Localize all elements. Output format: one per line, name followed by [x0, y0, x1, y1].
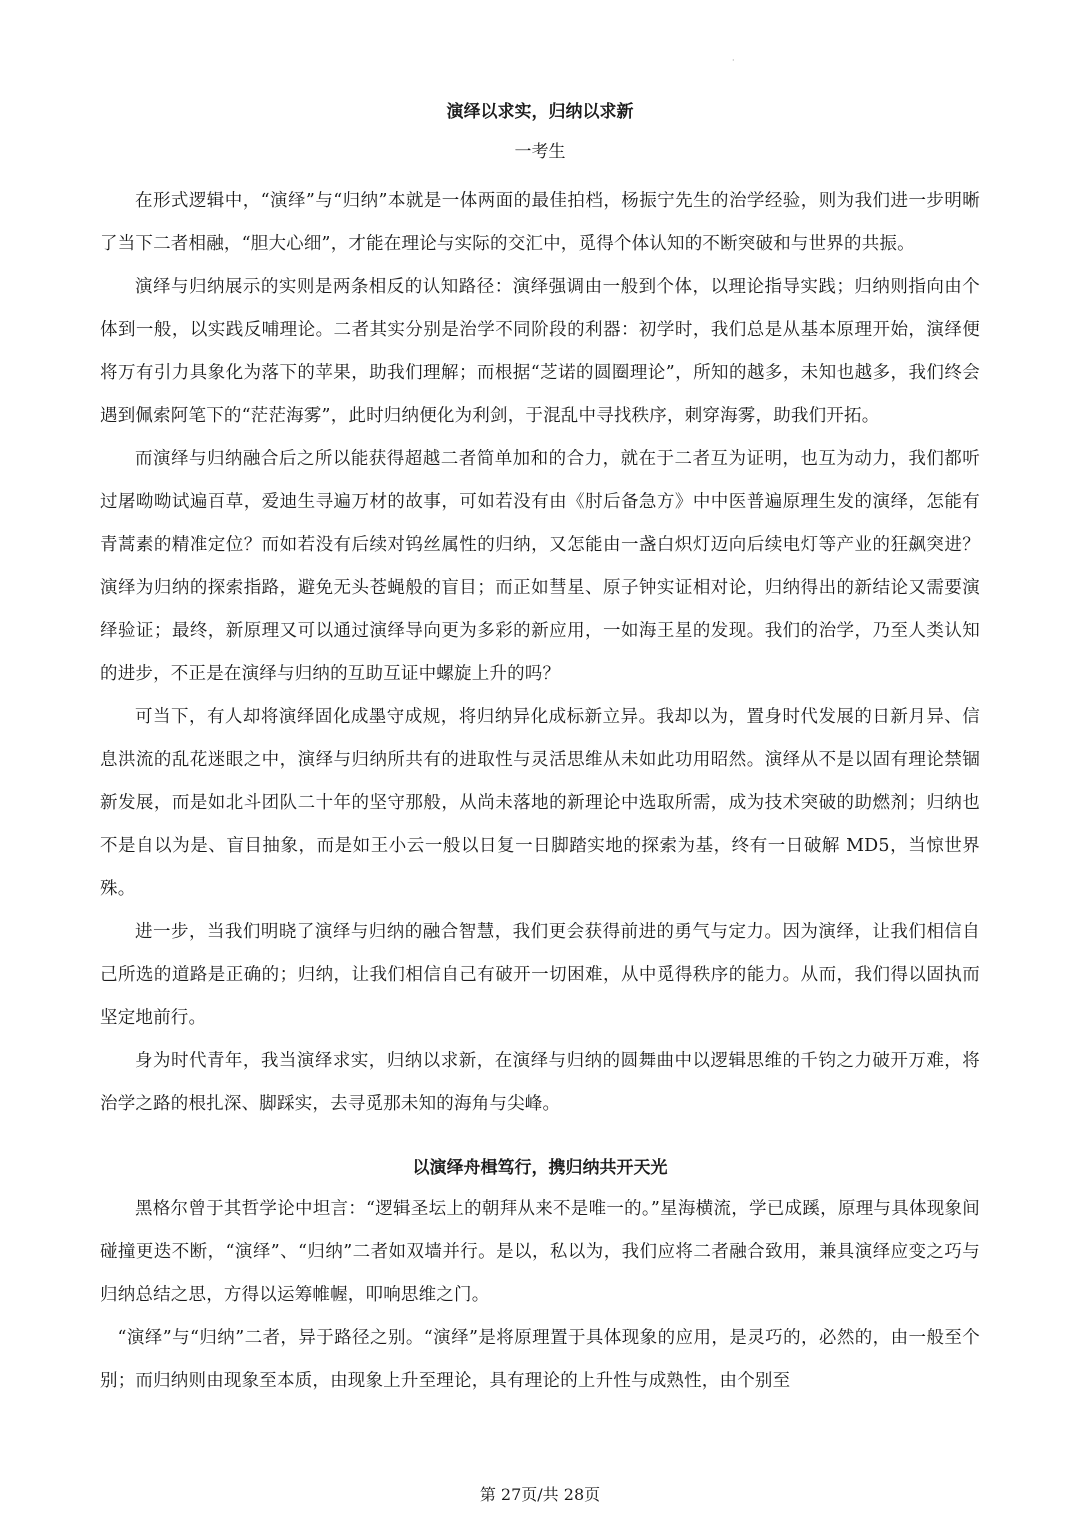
essay2-paragraph-1: 黑格尔曾于其哲学论中坦言：“逻辑圣坛上的朝拜从来不是唯一的。”星海横流，学已成蹊，原理与具体现象间碰撞更迭不断，“演绎”、“归纳”二者如双墙并行。是以，私以为，我们应将二者融合致用，兼具演绎应变之巧与归纳总结之思，方得以运筹帷幄，叩响思维之门。: [100, 1199, 980, 1305]
essay1-paragraph-5: 进一步，当我们明晓了演绎与归纳的融合智慧，我们更会获得前进的勇气与定力。因为演绎，让我们相信自己所选的道路是正确的；归纳，让我们相信自己有破开一切困难，从中觅得秩序的能力。从而，我们得以固执而坚定地前行。: [100, 922, 980, 1028]
page-footer: 第 27页/共 28页: [479, 1485, 601, 1504]
essay1-paragraph-2: 演绎与归纳展示的实则是两条相反的认知路径：演绎强调由一般到个体，以理论指导实践；归纳则指向由个体到一般，以实践反哺理论。二者其实分别是治学不同阶段的利器：初学时，我们总是从基本原理开始，演绎便将万有引力具象化为落下的苹果，助我们理解；而根据“芝诺的圆圈理论”，所知的越多，未知也越多，我们终会遇到佩索阿笔下的“茫茫海雾”，此时归纳便化为利剑，于混乱中寻找秩序，刺穿海雾，助我们开拓。: [100, 277, 980, 426]
scan-mark: ·: [732, 56, 735, 65]
essay1-paragraph-4: 可当下，有人却将演绎固化成墨守成规，将归纳异化成标新立异。我却以为，置身时代发展的日新月异、信息洪流的乱花迷眼之中，演绎与归纳所共有的进取性与灵活思维从未如此功用昭然。演绎从不是以固有理论禁锢新发展，而是如北斗团队二十年的坚守那般，从尚未落地的新理论中选取所需，成为技术突破的助燃剂；归纳也不是自以为是、盲目抽象，而是如王小云一般以日复一日脚踏实地的探索为基，终有一日破解 MD5，当惊世界殊。: [100, 707, 980, 899]
essay2-paragraph-2: “演绎”与“归纳”二者，异于路径之别。“演绎”是将原理置于具体现象的应用，是灵巧的，必然的，由一般至个别；而归纳则由现象至本质，由现象上升至理论，具有理论的上升性与成熟性，由个别至: [100, 1328, 980, 1391]
essay2-title: 以演绎舟楫笃行，携归纳共开天光: [412, 1158, 668, 1178]
document-page: [100, 0, 980, 1403]
essay1-author: 一考生: [514, 142, 566, 162]
essay1-paragraph-6: 身为时代青年，我当演绎求实，归纳以求新，在演绎与归纳的圆舞曲中以逻辑思维的千钧之力破开万难，将治学之路的根扎深、脚踩实，去寻觅那未知的海角与尖峰。: [100, 1051, 980, 1114]
essay1-paragraph-1: 在形式逻辑中，“演绎”与“归纳”本就是一体两面的最佳拍档，杨振宁先生的治学经验，则为我们进一步明晰了当下二者相融，“胆大心细”，才能在理论与实际的交汇中，觅得个体认知的不断突破和与世界的共振。: [100, 191, 980, 254]
essay1-title: 演绎以求实，归纳以求新: [446, 102, 634, 122]
essay1-paragraph-3: 而演绎与归纳融合后之所以能获得超越二者简单加和的合力，就在于二者互为证明，也互为动力，我们都听过屠呦呦试遍百草，爱迪生寻遍万材的故事，可如若没有由《肘后备急方》中中医普遍原理生发的演绎，怎能有青蒿素的精准定位？而如若没有后续对钨丝属性的归纳，又怎能由一盏白炽灯迈向后续电灯等产业的狂飙突进？演绎为归纳的探索指路，避免无头苍蝇般的盲目；而正如彗星、原子钟实证相对论，归纳得出的新结论又需要演绎验证；最终，新原理又可以通过演绎导向更为多彩的新应用，一如海王星的发现。我们的治学，乃至人类认知的进步，不正是在演绎与归纳的互助互证中螺旋上升的吗？: [100, 449, 980, 684]
